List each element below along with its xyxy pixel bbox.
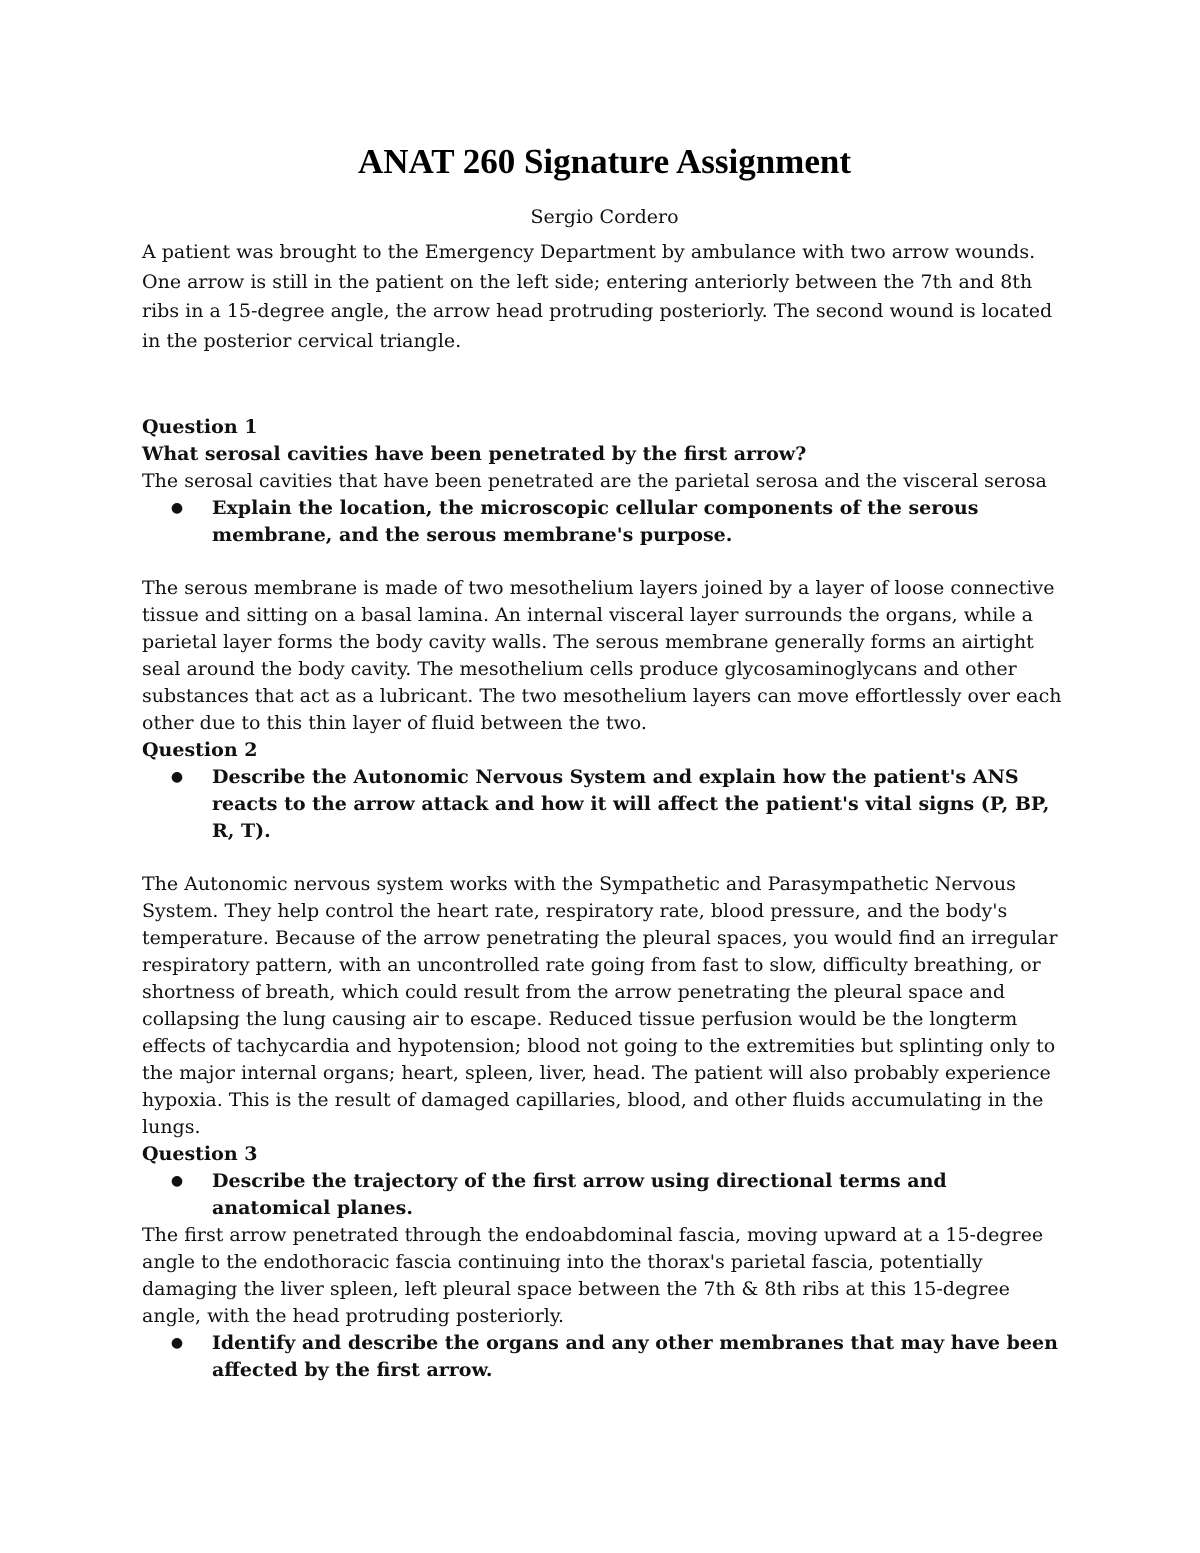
bullet-icon: ● bbox=[170, 769, 184, 785]
spacer bbox=[142, 549, 1067, 575]
question-2-bullet-text: Describe the Autonomic Nervous System and explain how the patient's ANS reacts to the arrow attack and how it will affect the patient's vital signs (P, BP, R, T). bbox=[212, 766, 1050, 842]
spacer bbox=[142, 356, 1067, 414]
document-body bbox=[142, 138, 1067, 1384]
bullet-icon: ● bbox=[170, 1335, 184, 1351]
bullet-icon: ● bbox=[170, 1173, 184, 1189]
question-1-bullet-text: Explain the location, the microscopic cellular components of the serous membrane, and the serous membrane's purpose. bbox=[212, 497, 979, 546]
question-1-label: Question 1 bbox=[142, 416, 258, 438]
question-1-answer: The serosal cavities that have been penetrated are the parietal serosa and the visceral serosa bbox=[142, 470, 1047, 492]
spacer bbox=[142, 845, 1067, 871]
question-1-bullet bbox=[142, 495, 1067, 549]
intro-paragraph: A patient was brought to the Emergency Department by ambulance with two arrow wounds. One arrow is still in the patient on the left side; entering anteriorly between the 7th and 8th ribs in a 15-degree angle, the arrow head protruding posteriorly. The second wound is located in the posterior cervical triangle. bbox=[142, 241, 1053, 352]
question-2-bullet bbox=[142, 764, 1067, 845]
question-2-label: Question 2 bbox=[142, 739, 258, 761]
question-3-bullet bbox=[142, 1168, 1067, 1222]
question-1-text: What serosal cavities have been penetrated by the first arrow? bbox=[142, 443, 807, 465]
question-3-answer: The first arrow penetrated through the endoabdominal fascia, moving upward at a 15-degree angle to the endothoracic fascia continuing into the thorax's parietal fascia, potentially damaging the liver spleen, left pleural space between the 7th & 8th ribs at this 15-degree angle, with the head protruding posteriorly. bbox=[142, 1224, 1044, 1327]
question-3-bullet-text: Describe the trajectory of the first arrow using directional terms and anatomical planes. bbox=[212, 1170, 947, 1219]
question-1-bullet-answer: The serous membrane is made of two mesothelium layers joined by a layer of loose connective tissue and sitting on a basal lamina. An internal visceral layer surrounds the organs, while a parietal layer forms the body cavity walls. The serous membrane generally forms an airtight seal around the body cavity. The mesothelium cells produce glycosaminoglycans and other substances that act as a lubricant. The two mesothelium layers can move effortlessly over each other due to this thin layer of fluid between the two. bbox=[142, 577, 1062, 734]
question-3-bullet-2 bbox=[142, 1330, 1067, 1384]
question-2-answer: The Autonomic nervous system works with the Sympathetic and Parasympathetic Nervous System. They help control the heart rate, respiratory rate, blood pressure, and the body's temperature. Because of the arrow penetrating the pleural spaces, you would find an irregular respiratory pattern, with an uncontrolled rate going from fast to slow, difficulty breathing, or shortness of breath, which could result from the arrow penetrating the pleural space and collapsing the lung causing air to escape. Reduced tissue perfusion would be the longterm effects of tachycardia and hypotension; blood not going to the extremities but splinting only to the major internal organs; heart, spleen, liver, head. The patient will also probably experience hypoxia. This is the result of damaged capillaries, blood, and other fluids accumulating in the lungs. bbox=[142, 873, 1058, 1138]
question-3-bullet-2-text: Identify and describe the organs and any other membranes that may have been affected by the first arrow. bbox=[212, 1332, 1058, 1381]
author-name: Sergio Cordero bbox=[530, 206, 679, 228]
document-title: ANAT 260 Signature Assignment bbox=[358, 142, 851, 181]
bullet-icon: ● bbox=[170, 500, 184, 516]
question-3-label: Question 3 bbox=[142, 1143, 258, 1165]
